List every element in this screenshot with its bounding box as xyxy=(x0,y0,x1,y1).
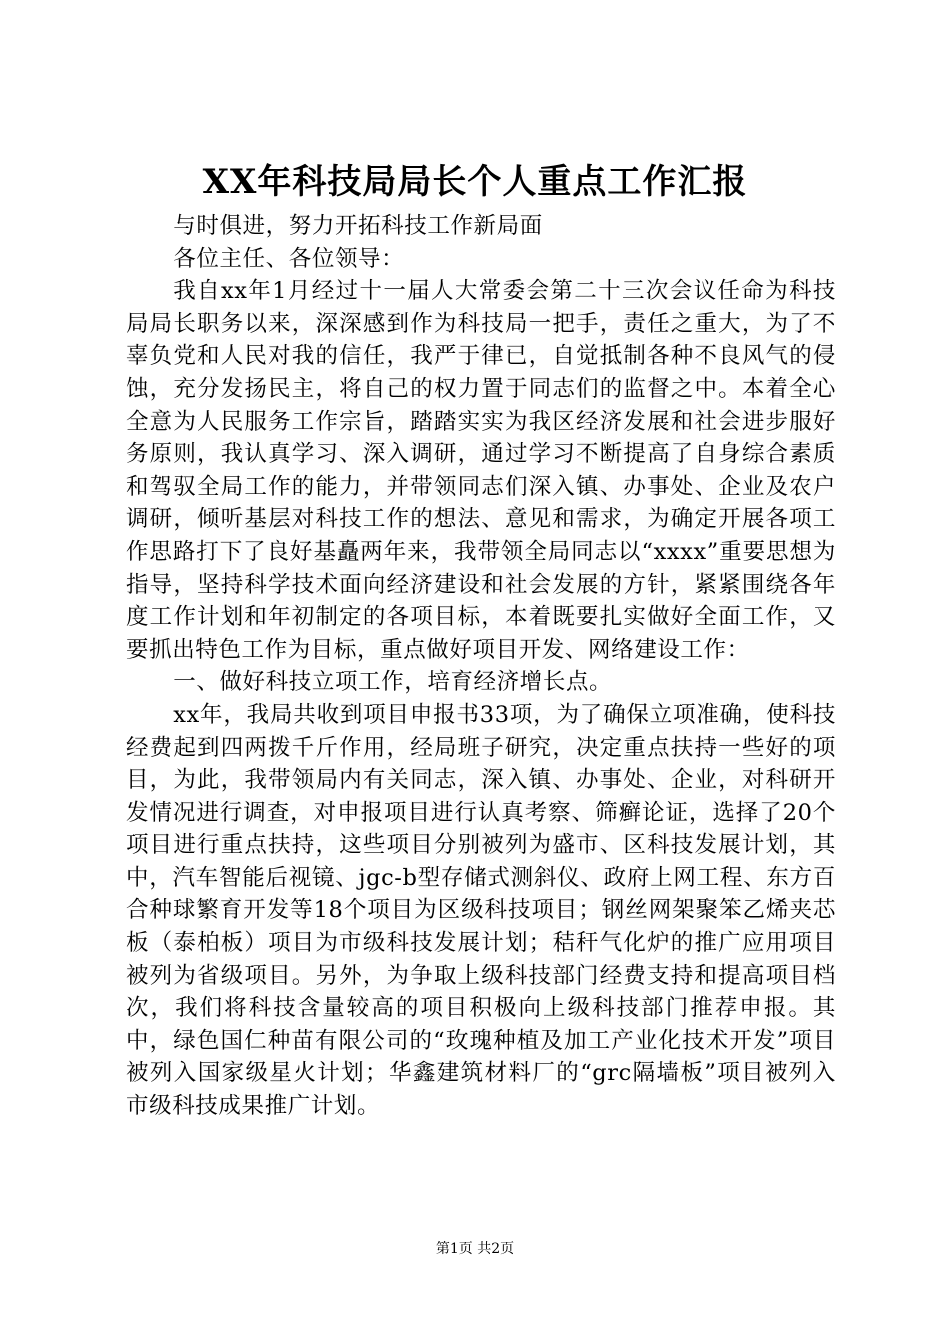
page-footer: 第1页 共2页 xyxy=(435,1241,515,1257)
section-heading: 一、做好科技立项工作，培育经济增长点。 xyxy=(173,669,613,696)
intro-paragraph: 我自xx年1月经过十一届人大常委会第二十三次会议任命为科技局局长职务以来，深深感到作为科技局一把手，责任之重大，为了不辜负党和人民对我的信任，我严于律已，自觉抵制各种不良风气的侵蚀，充分发扬民主，将自己的权力置于同志们的监督之中。本着全心全意为人民服务工作宗旨，踏踏实实为我区经济发展和社会进步服好务原则，我认真学习、深入调研，通过学习不断提高了自身综合素质和驾驭全局工作的能力，并带领同志们深入镇、办事处、企业及农户调研，倾听基层对科技工作的想法、意见和需求，为确定开展各项工作思路打下了良好基矗两年来，我带领全局同志以“xxxx”重要思想为指导，坚持科学技术面向经济建设和社会发展的方针，紧紧围绕各年度工作计划和年初制定的各项目标，本着既要扎实做好全面工作，又要抓出特色工作为目标，重点做好项目开发、网络建设工作： xyxy=(126,278,836,663)
page-title: XX年科技局局长个人重点工作汇报 xyxy=(202,162,748,202)
document-body xyxy=(126,210,836,1123)
subtitle-paragraph: 与时俱进，努力开拓科技工作新局面 xyxy=(173,213,543,239)
section-paragraph: xx年，我局共收到项目申报书33项，为了确保立项准确，使科技经费起到四两拨千斤作用，经局班子研究，决定重点扶持一些好的项目，为此，我带领局内有关同志，深入镇、办事处、企业，对科研开发情况进行调查，对申报项目进行认真考察、筛癣论证，选择了20个项目进行重点扶持，这些项目分别被列为盛市、区科技发展计划，其中，汽车智能后视镜、jgc-b型存储式测斜仪、政府上网工程、东方百合种球繁育开发等18个项目为区级科技项目；钢丝网架聚笨乙烯夹芯板（泰柏板）项目为市级科技发展计划；秸秆气化炉的推广应用项目被列为省级项目。另外，为争取上级科技部门经费支持和提高项目档次，我们将科技含量较高的项目积极向上级科技部门推荐申报。其中，绿色国仁种苗有限公司的“玫瑰种植及加工产业化技术开发”项目被列入国家级星火计划；华鑫建筑材料厂的“grc隔墙板”项目被列入市级科技成果推广计划。 xyxy=(126,701,836,1120)
salutation-paragraph: 各位主任、各位领导： xyxy=(173,245,405,272)
